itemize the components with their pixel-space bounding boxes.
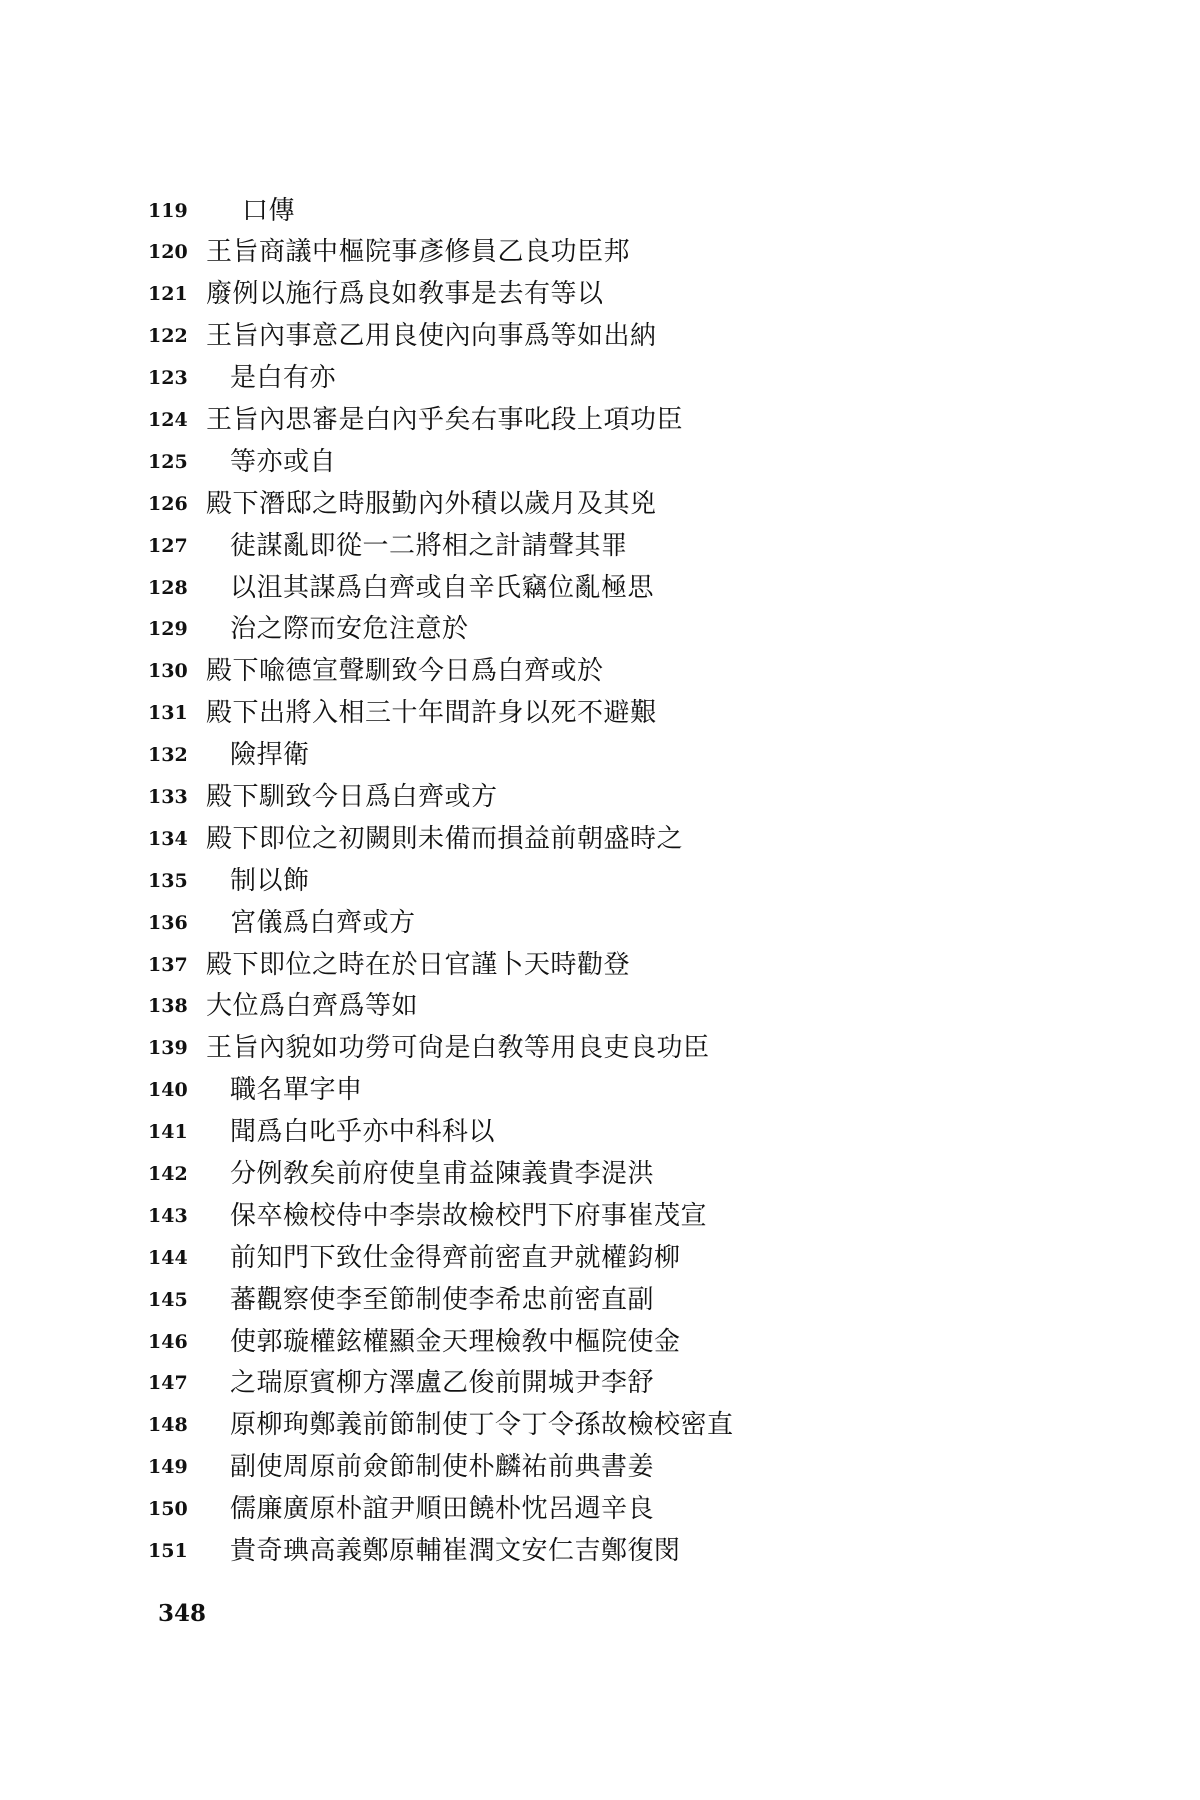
line-number: 133 <box>148 786 188 809</box>
text-line <box>148 441 1048 483</box>
line-text: 殿下喩德宣聲馴致今日爲白齊或於 <box>206 656 604 687</box>
line-number: 121 <box>148 283 188 306</box>
line-text: 殿下出將入相三十年間許身以死不避艱 <box>206 698 657 729</box>
line-number: 137 <box>148 953 188 976</box>
line-number: 145 <box>148 1288 188 1311</box>
line-number: 138 <box>148 995 188 1018</box>
line-text: 貴奇琠高義鄭原輔崔潤文安仁吉鄭復閔 <box>230 1536 681 1567</box>
line-number: 143 <box>148 1204 188 1227</box>
text-line <box>148 776 1048 818</box>
line-number: 148 <box>148 1414 188 1437</box>
line-number: 147 <box>148 1372 188 1395</box>
page-number: 348 <box>158 1600 207 1627</box>
line-text: 之瑞原賓柳方澤盧乙俊前開城尹李舒 <box>230 1368 655 1399</box>
line-text: 險捍衛 <box>230 740 310 771</box>
line-number: 123 <box>148 367 188 390</box>
text-line <box>148 1531 1048 1573</box>
line-text: 王旨內思審是白內乎矣右事叱段上項功臣 <box>206 405 684 435</box>
line-text: 以沮其謀爲白齊或自辛氏竊位亂極思 <box>230 572 655 603</box>
line-number: 127 <box>148 534 188 557</box>
text-line <box>148 693 1048 735</box>
text-line <box>148 483 1048 525</box>
text-line <box>148 190 1048 232</box>
line-text: 原柳珣鄭義前節制使丁令丁令孫故檢校密直 <box>230 1410 734 1441</box>
line-text: 王旨內事意乙用良使內向事爲等如出納 <box>206 321 657 352</box>
line-number: 125 <box>148 450 188 473</box>
line-number: 124 <box>148 409 188 431</box>
text-line <box>148 1112 1048 1154</box>
line-number: 131 <box>148 702 188 725</box>
line-text: 王旨內貌如功勞可尙是白敎等用良吏良功臣 <box>206 1033 710 1064</box>
text-line <box>148 902 1048 944</box>
line-text: 殿下潛邸之時服勤內外積以歲月及其兇 <box>206 488 657 519</box>
line-number: 132 <box>148 744 188 767</box>
text-line <box>148 735 1048 777</box>
line-text: 殿下即位之初闕則未備而損益前朝盛時之 <box>206 823 684 854</box>
line-number: 149 <box>148 1456 188 1479</box>
line-number: 141 <box>148 1121 188 1144</box>
line-text: 職名單字申 <box>230 1075 363 1106</box>
line-text: 蕃觀察使李至節制使李希忠前密直副 <box>230 1284 655 1315</box>
line-text: 儒廉廣原朴誼尹順田饒朴忱呂週辛良 <box>230 1494 655 1525</box>
line-text: 口傳 <box>242 195 296 226</box>
text-line <box>148 1153 1048 1195</box>
line-text: 使郭璇權鉉權顯金天理檢敎中樞院使金 <box>230 1326 681 1357</box>
line-text: 前知門下致仕金得齊前密直尹就權鈞柳 <box>230 1242 681 1273</box>
text-line <box>148 1237 1048 1279</box>
line-number: 120 <box>148 241 188 264</box>
line-number: 122 <box>148 325 188 348</box>
text-line <box>148 818 1048 860</box>
text-line <box>148 609 1048 651</box>
text-line <box>148 651 1048 693</box>
text-line <box>148 567 1048 609</box>
text-line <box>148 232 1048 274</box>
line-text: 保卒檢校侍中李崇故檢校門下府事崔茂宣 <box>230 1200 708 1231</box>
text-line <box>148 316 1048 358</box>
line-number: 126 <box>148 492 188 515</box>
line-number: 142 <box>148 1163 188 1186</box>
line-text: 殿下即位之時在於日官謹卜天時勸登 <box>206 949 631 980</box>
line-text: 聞爲白叱乎亦中科科以 <box>230 1117 496 1148</box>
line-number: 144 <box>148 1246 188 1269</box>
line-text: 大位爲白齊爲等如 <box>206 991 419 1022</box>
line-number: 140 <box>148 1079 188 1102</box>
text-line <box>148 944 1048 986</box>
text-line <box>148 860 1048 902</box>
line-text: 廢例以施行爲良如敎事是去有等以 <box>206 279 604 310</box>
line-text: 副使周原前僉節制使朴麟祐前典書姜 <box>230 1452 655 1483</box>
line-number: 146 <box>148 1330 188 1353</box>
line-text: 制以飾 <box>230 865 310 896</box>
text-line <box>148 1447 1048 1489</box>
text-line <box>148 399 1048 441</box>
line-number: 135 <box>148 869 188 892</box>
text-line <box>148 1489 1048 1531</box>
text-line <box>148 1405 1048 1447</box>
text-lines <box>148 190 1048 1572</box>
line-number: 151 <box>148 1540 188 1563</box>
text-line <box>148 986 1048 1028</box>
text-line <box>148 1321 1048 1363</box>
line-number: 119 <box>148 199 188 222</box>
line-number: 139 <box>148 1037 188 1060</box>
line-text: 是白有亦 <box>230 363 337 394</box>
line-number: 134 <box>148 827 188 850</box>
text-line <box>148 525 1048 567</box>
line-text: 宮儀爲白齊或方 <box>230 907 416 938</box>
text-line <box>148 1279 1048 1321</box>
text-line <box>148 1028 1048 1070</box>
line-text: 治之際而安危注意於 <box>230 614 469 645</box>
line-number: 136 <box>148 911 188 934</box>
line-text: 王旨商議中樞院事彥修員乙良功臣邦 <box>206 237 631 268</box>
line-text: 殿下馴致今日爲白齊或方 <box>206 782 498 813</box>
line-number: 129 <box>148 618 188 641</box>
text-line <box>148 1195 1048 1237</box>
text-line <box>148 1070 1048 1112</box>
line-number: 128 <box>148 576 188 599</box>
line-text: 分例敎矣前府使皇甫益陳義貴李湜洪 <box>230 1159 655 1190</box>
line-number: 130 <box>148 660 188 683</box>
text-line <box>148 274 1048 316</box>
line-text: 等亦或自 <box>230 446 337 477</box>
line-text: 徒謀亂即從一二將相之計請聲其罪 <box>230 530 628 561</box>
line-number: 150 <box>148 1498 188 1521</box>
text-line <box>148 1363 1048 1405</box>
text-line <box>148 358 1048 400</box>
